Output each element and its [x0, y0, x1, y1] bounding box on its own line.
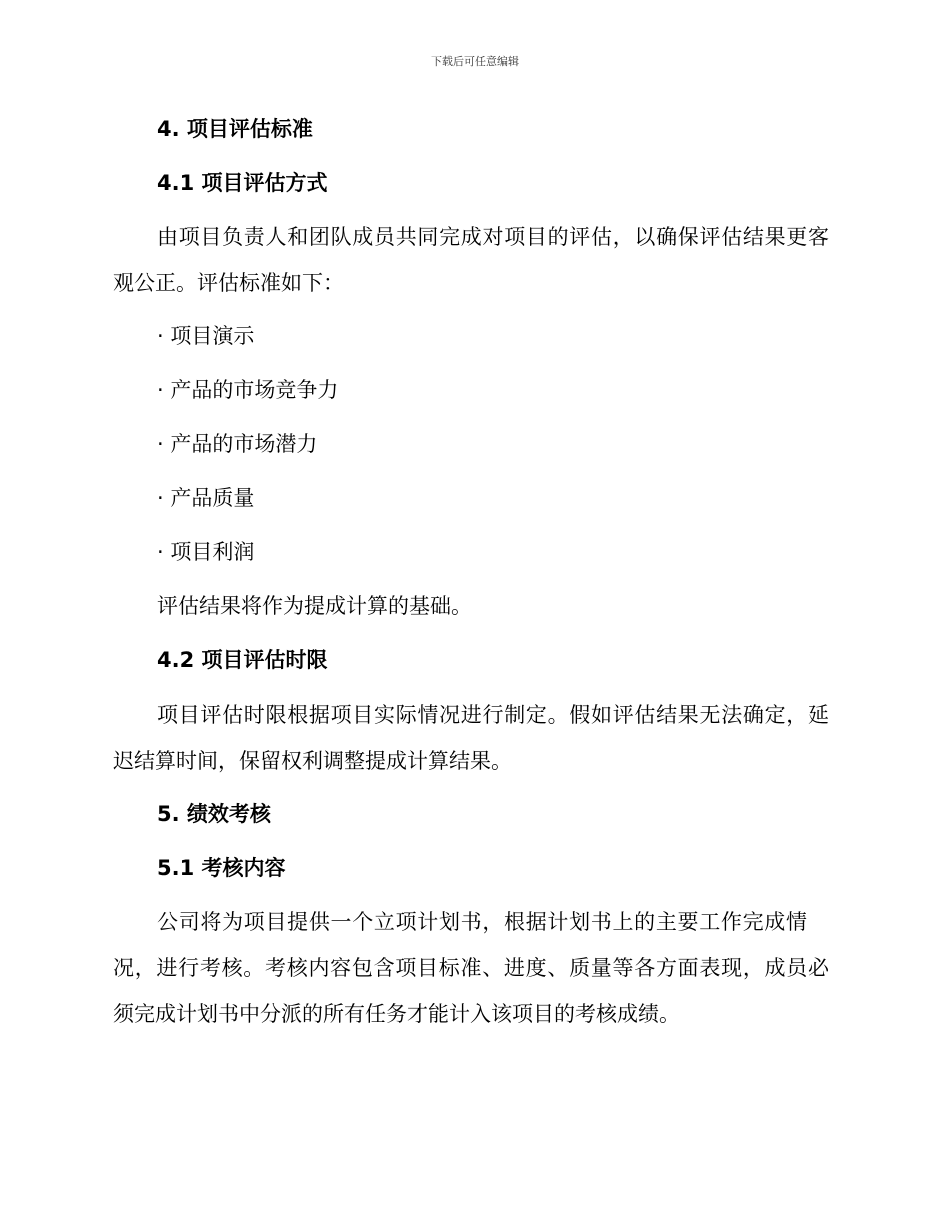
- bullet-item: · 项目利润: [157, 540, 255, 564]
- section-4-2-heading: 4.2 项目评估时限: [157, 648, 328, 672]
- page-header-note: 下载后可任意编辑: [431, 55, 519, 68]
- section-4-1-heading: 4.1 项目评估方式: [157, 171, 328, 195]
- section-4-1-paragraph-line-2: 观公正。评估标准如下：: [113, 271, 344, 295]
- section-5-1-paragraph-line-3: 须完成计划书中分派的所有任务才能计入该项目的考核成绩。: [113, 1002, 680, 1026]
- section-5-heading: 5. 绩效考核: [157, 802, 271, 826]
- bullet-item: · 产品的市场潜力: [157, 432, 318, 456]
- section-5-1-paragraph-line-2: 况，进行考核。考核内容包含项目标准、进度、质量等各方面表现，成员必: [113, 956, 829, 980]
- bullet-item: · 产品的市场竞争力: [157, 378, 339, 402]
- section-4-heading: 4. 项目评估标准: [157, 117, 313, 141]
- section-5-1-paragraph-line-1: 公司将为项目提供一个立项计划书，根据计划书上的主要工作完成情: [157, 910, 807, 934]
- section-5-1-heading: 5.1 考核内容: [157, 856, 286, 880]
- section-4-2-paragraph-line-1: 项目评估时限根据项目实际情况进行制定。假如评估结果无法确定，延: [157, 703, 829, 727]
- bullet-item: · 产品质量: [157, 486, 255, 510]
- section-4-2-paragraph-line-2: 迟结算时间，保留权利调整提成计算结果。: [113, 749, 512, 773]
- section-4-1-closing-text: 评估结果将作为提成计算的基础。: [157, 594, 472, 618]
- bullet-item: · 项目演示: [157, 324, 255, 348]
- section-4-1-paragraph-line-1: 由项目负责人和团队成员共同完成对项目的评估，以确保评估结果更客: [157, 225, 829, 249]
